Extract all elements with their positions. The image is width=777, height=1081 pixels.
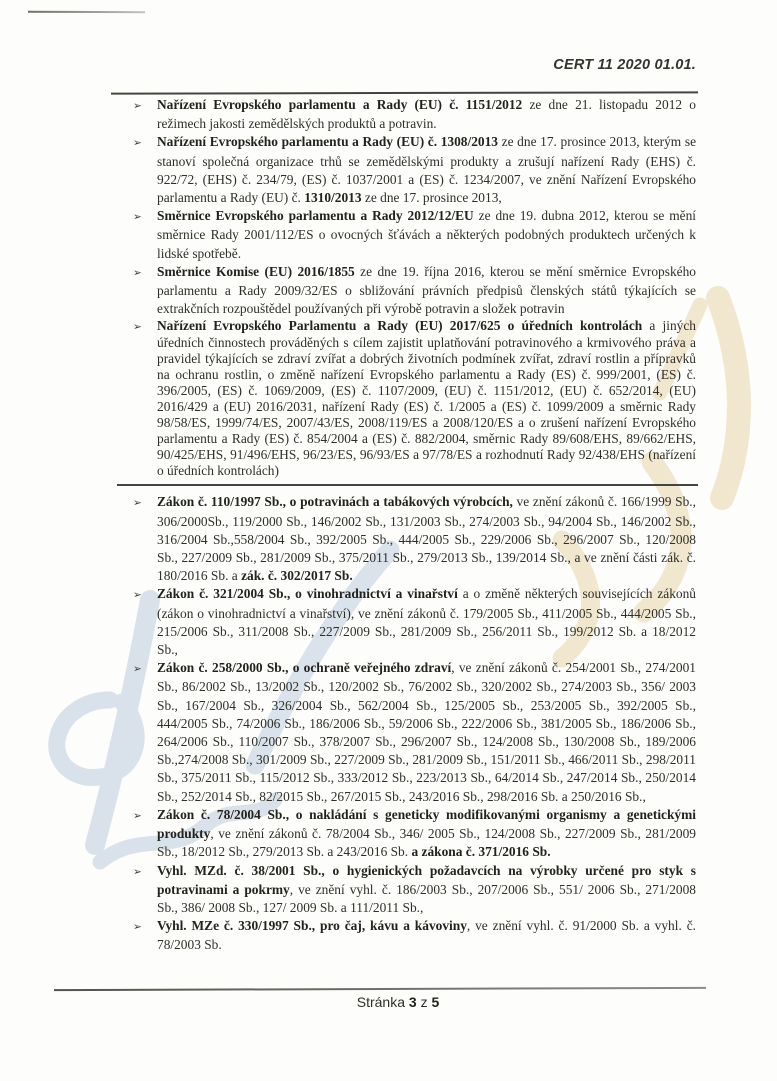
text-run: Nařízení Evropského parlamentu a Rady (EU) č. 1308/2013 bbox=[157, 134, 499, 150]
text-run: ze dne 19. dubna 2012, kterou se mění směrnice Rady 2001/112/ES o ovocných šťávách a některých podobných produktech určených k lidské spotřebě. bbox=[157, 208, 696, 261]
group-eu-legislation bbox=[133, 96, 696, 479]
text-run: Zákon č. 78/2004 Sb., o nakládání s geneticky modifikovanými organismy a genetickými produkty bbox=[157, 806, 696, 842]
item-text bbox=[157, 586, 696, 657]
bullet-arrow-icon: ➢ bbox=[133, 497, 142, 510]
list-item bbox=[133, 318, 696, 479]
bullet-arrow-icon: ➢ bbox=[133, 921, 142, 934]
item-text bbox=[157, 918, 696, 952]
text-run: Nařízení Evropského parlamentu a Rady (EU) č. 1151/2012 bbox=[157, 97, 523, 112]
footer-page-number: 3 bbox=[408, 994, 417, 1010]
text-run: ze dne 17. prosince 2013, bbox=[361, 190, 502, 206]
page-footer bbox=[98, 994, 698, 1010]
text-run: a jiných úředních činnostech prováděných s cílem zajistit uplatňování potravinového a krmivového práva a pravidel týkajících se zdraví zvířat a dobrých životních podmínek zvířat, zdraví rostlin a přípravků na ochranu rostlin, o změně nařízení Evropského parlamentu a Rady (ES) č. 999/2001, (ES) č. 396/2005, (ES) č. 1069/2009, (ES) č. 1107/2009, (EU) č. 1151/2012, (EU) č. 652/2014, (EU) 2016/429 a (EU) 2016/2031, nařízení Rady (ES) č. 1/2005 a (ES) č. 1099/2009 a směrnic Rady 98/58/ES, 1999/74/ES, 2007/43/ES, 2008/119/ES a 2008/120/ES a o zrušení nařízení Evropského parlamentu a Rady (ES) č. 854/2004 a (ES) č. 882/2004, směrnic Rady 89/608/EHS, 89/662/EHS, 90/425/EHS, 91/496/EHS, 96/23/ES, 96/93/ES a 97/78/ES a rozhodnutí Rady 92/438/EHS (nařízení o úředních kontrolách) bbox=[157, 318, 696, 479]
bullet-arrow-icon: ➢ bbox=[133, 137, 142, 150]
text-run: , ve znění vyhl. č. 186/2003 Sb., 207/2006 Sb., 551/ 2006 Sb., 271/2008 Sb., 386/ 2008 Sb., 127/ 2009 Sb. a 111/2011 Sb., bbox=[157, 881, 696, 915]
text-run: ve znění zákonů č. 166/1999 Sb., 306/2000Sb., 119/2000 Sb., 146/2002 Sb., 131/2003 Sb., 274/2003 Sb., 94/2004 Sb., 146/2002 Sb., 316/2004 Sb.,558/2004 Sb., 392/2005 Sb., 444/2005 Sb., 229/2006 Sb., 296/2007 Sb., 120/2008 Sb., 227/2009 Sb., 281/2009 Sb., 375/2011 Sb., 279/2013 Sb., 139/2014 Sb., a ve znění části zák. č. 180/2016 Sb. a bbox=[157, 494, 697, 584]
item-text bbox=[157, 494, 696, 583]
list-item bbox=[133, 659, 696, 806]
list-item bbox=[133, 585, 696, 659]
bullet-arrow-icon: ➢ bbox=[133, 809, 142, 822]
item-text bbox=[157, 807, 696, 859]
text-run: a zákona č. 371/2016 Sb. bbox=[411, 844, 551, 860]
item-text bbox=[157, 863, 696, 915]
item-text bbox=[157, 97, 696, 131]
footer-of-word: z bbox=[420, 994, 428, 1010]
list-item bbox=[133, 493, 696, 585]
text-run: Vyhl. MZe č. 330/1997 Sb., pro čaj, kávu a kávoviny bbox=[157, 918, 467, 934]
text-run: Vyhl. MZd. č. 38/2001 Sb., o hygienických požadavcích na výrobky určené pro styk s potravinami a pokrmy bbox=[157, 862, 696, 897]
regulation-list bbox=[133, 96, 696, 955]
text-run: zák. č. 302/2017 Sb. bbox=[241, 568, 353, 584]
group-national-legislation bbox=[133, 493, 696, 954]
list-item bbox=[133, 133, 696, 207]
text-run: a o změně některých souvisejících zákonů (zákon o vinohradnictví a vinařství), ve znění zákonů č. 179/2005 Sb., 411/2005 Sb., 444/2005 Sb., 215/2006 Sb., 311/2008 Sb., 227/2009 Sb., 281/2009 Sb., 256/2011 Sb., 199/2012 Sb. a 18/2012 Sb., bbox=[157, 586, 696, 658]
list-item bbox=[133, 263, 696, 319]
item-text bbox=[157, 318, 696, 478]
list-item bbox=[133, 806, 696, 862]
text-run: Zákon č. 258/2000 Sb., o ochraně veřejného zdraví bbox=[157, 660, 452, 676]
text-run: Zákon č. 110/1997 Sb., o potravinách a tabákových výrobcích, bbox=[157, 494, 513, 510]
text-run: , ve znění vyhl. č. 91/2000 Sb. a vyhl. č. 78/2003 Sb. bbox=[157, 918, 696, 953]
item-text bbox=[157, 660, 696, 803]
item-text bbox=[157, 208, 696, 260]
bullet-arrow-icon: ➢ bbox=[133, 321, 142, 334]
text-run: ze dne 17. prosince 2013, kterým se stanoví společná organizace trhů se zemědělskými produkty a zrušují nařízení Rady (EHS) č. 922/72, (EHS) č. 234/79, (ES) č. 1037/2001 a (ES) č. 1234/2007, ve znění Nařízení Evropského parlamentu a Rady (EU) č. bbox=[157, 134, 697, 206]
bullet-arrow-icon: ➢ bbox=[133, 266, 142, 279]
text-run: , ve znění zákonů č. 78/2004 Sb., 346/ 2005 Sb., 124/2008 Sb., 227/2009 Sb., 281/2009 Sb., 18/2012 Sb., 279/2013 Sb. a 243/2016 Sb. bbox=[157, 826, 696, 860]
bullet-arrow-icon: ➢ bbox=[133, 589, 142, 602]
text-run: ze dne 19. října 2016, kterou se mění směrnice Evropského parlamentu a Rady 2009/32/ES o sbližování právních předpisů členských států týkajících se extrakčních rozpouštědel používaných při výrobě potravin a složek potravin bbox=[157, 263, 696, 317]
section-divider bbox=[117, 484, 698, 486]
text-run: Zákon č. 321/2004 Sb., o vinohradnictví a vinařství bbox=[157, 586, 458, 602]
text-run: Směrnice Komise (EU) 2016/1855 bbox=[157, 263, 355, 279]
text-run: , ve znění zákonů č. 254/2001 Sb., 274/2001 Sb., 86/2002 Sb., 13/2002 Sb., 120/2002 Sb., 76/2002 Sb., 320/2002 Sb., 274/2003 Sb., 356/ 2003 Sb., 167/2004 Sb., 326/2004 Sb., 562/2004 Sb., 125/2005 Sb., 253/2005 Sb., 392/2005 Sb., 444/2005 Sb., 74/2006 Sb., 186/2006 Sb., 59/2006 Sb., 222/2006 Sb., 381/2005 Sb., 186/2006 Sb., 264/2006 Sb., 110/2007 Sb., 378/2007 Sb., 296/2007 Sb., 124/2008 Sb., 130/2008 Sb., 189/2006 Sb.,274/2008 Sb., 301/2009 Sb., 227/2009 Sb., 281/2009 Sb., 151/2011 Sb., 466/2011 Sb., 298/2011 Sb., 375/2011 Sb., 115/2012 Sb., 333/2012 Sb., 223/2013 Sb., 64/2014 Sb., 247/2014 Sb., 250/2014 Sb., 252/2014 Sb., 82/2015 Sb., 267/2015 Sb., 243/2016 Sb., 298/2016 Sb. a 250/2016 Sb., bbox=[157, 660, 696, 804]
text-run: Nařízení Evropského Parlamentu a Rady (EU) 2017/625 o úředních kontrolách bbox=[157, 318, 643, 334]
bullet-arrow-icon: ➢ bbox=[133, 211, 142, 224]
text-run: ze dne 21. listopadu 2012 o režimech jakosti zemědělských produktů a potravin. bbox=[157, 97, 696, 132]
footer-total-pages: 5 bbox=[431, 994, 440, 1010]
text-run: Směrnice Evropského parlamentu a Rady 2012/12/EU bbox=[157, 208, 474, 224]
footer-label: Stránka bbox=[356, 994, 405, 1010]
bullet-arrow-icon: ➢ bbox=[133, 865, 142, 878]
list-item bbox=[133, 917, 696, 954]
bullet-arrow-icon: ➢ bbox=[133, 663, 142, 676]
list-item bbox=[133, 207, 696, 263]
bullet-arrow-icon: ➢ bbox=[133, 100, 142, 112]
list-item bbox=[133, 862, 696, 918]
item-text bbox=[157, 264, 696, 316]
text-run: 1310/2013 bbox=[304, 190, 362, 206]
item-text bbox=[157, 134, 696, 205]
document-code: CERT 11 2020 01.01. bbox=[553, 57, 696, 73]
list-item bbox=[133, 96, 696, 133]
